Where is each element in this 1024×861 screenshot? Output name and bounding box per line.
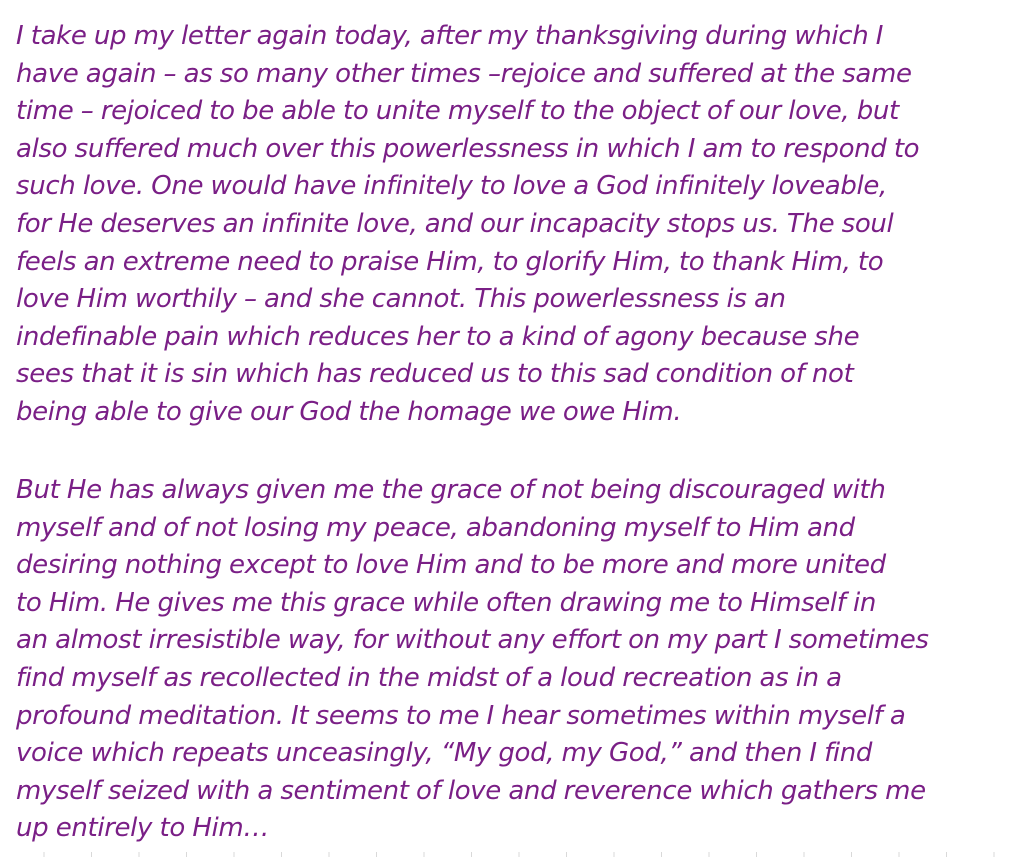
text-line: I take up my letter again today, after my thanksgiving during which I xyxy=(16,21,884,51)
text-line: for He deserves an infinite love, and our incapacity stops us. The soul xyxy=(16,208,894,239)
text-line: such love. One would have infinitely to love a God infinitely loveable, xyxy=(16,171,887,202)
paragraph-2 xyxy=(16,472,1016,848)
text-line: have again – as so many other times –rejoice and suffered at the same xyxy=(16,58,912,89)
text-line: feels an extreme need to praise Him, to glorify Him, to thank Him, to xyxy=(16,246,884,277)
text-line: But He has always given me the grace of not being discouraged with xyxy=(16,475,886,505)
text-line: an almost irresistible way, for without any effort on my part I sometimes xyxy=(16,625,929,656)
ruler-ticks xyxy=(0,852,1024,858)
text-line: indefinable pain which reduces her to a kind of agony because she xyxy=(16,321,860,352)
text-line: being able to give our God the homage we owe Him. xyxy=(16,396,682,427)
text-line: voice which repeats unceasingly, “My god, my God,” and then I find xyxy=(16,738,873,769)
text-line: profound meditation. It seems to me I hear sometimes within myself a xyxy=(16,700,906,731)
text-line: myself seized with a sentiment of love and reverence which gathers me xyxy=(16,775,926,806)
text-line: myself and of not losing my peace, abandoning myself to Him and xyxy=(16,512,855,543)
text-line: find myself as recollected in the midst of a loud recreation as in a xyxy=(16,662,842,693)
text-line: also suffered much over this powerlessness in which I am to respond to xyxy=(16,133,920,164)
text-line: sees that it is sin which has reduced us to this sad condition of not xyxy=(16,359,854,390)
text-line: desiring nothing except to love Him and to be more and more united xyxy=(16,550,886,581)
text-line: up entirely to Him… xyxy=(16,813,270,844)
paragraph-1 xyxy=(16,18,1016,432)
text-line: to Him. He gives me this grace while often drawing me to Himself in xyxy=(16,587,877,618)
text-line: love Him worthily – and she cannot. This powerlessness is an xyxy=(16,284,786,315)
text-line: time – rejoiced to be able to unite myself to the object of our love, but xyxy=(16,96,899,127)
